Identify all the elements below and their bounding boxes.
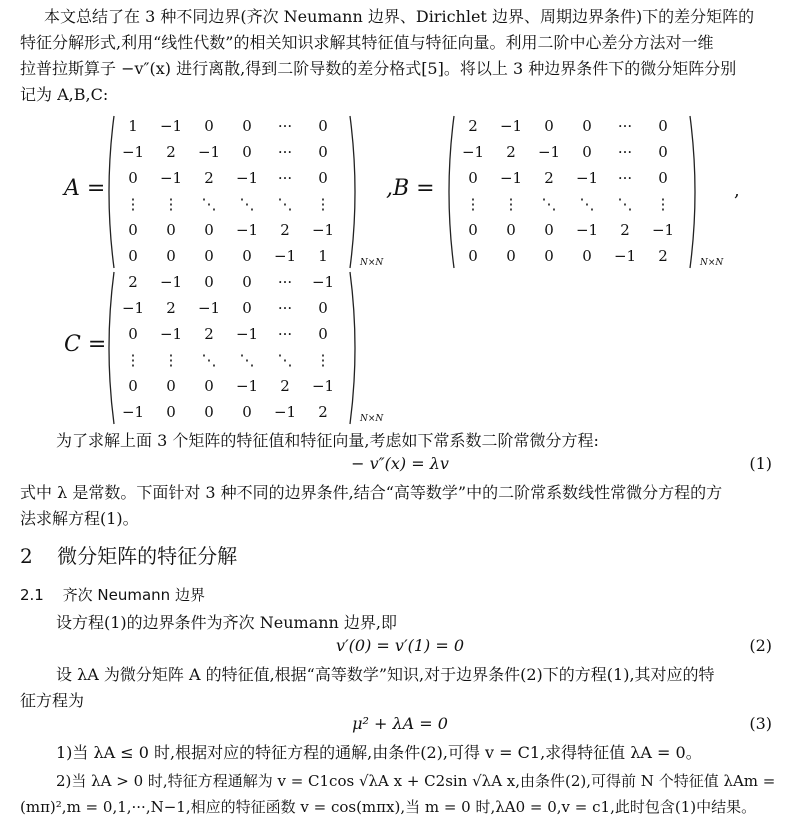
matrix-size-subscript: N×N bbox=[360, 414, 384, 424]
matrix-cell: −1 bbox=[235, 169, 259, 187]
matrix-cell: −1 bbox=[461, 143, 485, 161]
matrix-cell: 0 bbox=[468, 221, 478, 239]
matrices-comma: , bbox=[734, 180, 740, 201]
matrix-cell: −1 bbox=[537, 143, 561, 161]
matrix-cell: 0 bbox=[166, 403, 176, 421]
matrix-cell: 0 bbox=[166, 247, 176, 265]
matrix-cell: 0 bbox=[128, 221, 138, 239]
matrix-cell: −1 bbox=[235, 377, 259, 395]
matrix-cell: ⋮ bbox=[163, 195, 179, 213]
matrix-cell: 0 bbox=[242, 299, 252, 317]
text-solve-intro: 为了求解上面 3 个矩阵的特征值和特征向量,考虑如下常系数二阶常微分方程: bbox=[56, 431, 599, 450]
matrix-b-right-paren bbox=[688, 114, 702, 270]
matrix-cell: ⋮ bbox=[655, 195, 671, 213]
matrix-cell: 0 bbox=[318, 325, 328, 343]
matrix-cell: 0 bbox=[506, 221, 516, 239]
section-title: 微分矩阵的特征分解 bbox=[57, 544, 238, 568]
matrix-cell: ··· bbox=[617, 143, 633, 161]
equation-3-number: (3) bbox=[749, 714, 772, 733]
matrix-cell: 1 bbox=[128, 117, 138, 135]
matrix-cell: ··· bbox=[277, 117, 293, 135]
matrix-cell: ⋱ bbox=[239, 195, 255, 213]
matrix-cell: 2 bbox=[506, 143, 516, 161]
matrix-b bbox=[442, 114, 724, 270]
text-lambda-line-1: 式中 λ 是常数。下面针对 3 种不同的边界条件,结合“高等数学”中的二阶常系数线性常微分方程的方 bbox=[20, 483, 723, 502]
matrix-cell: −1 bbox=[273, 247, 297, 265]
matrix-cell: −1 bbox=[613, 247, 637, 265]
subsection-title: 齐次 Neumann 边界 bbox=[62, 586, 205, 604]
matrix-cell: 0 bbox=[204, 403, 214, 421]
matrix-cell: 0 bbox=[128, 377, 138, 395]
matrix-cell: −1 bbox=[159, 117, 183, 135]
matrix-cell: −1 bbox=[121, 403, 145, 421]
matrix-cell: 0 bbox=[582, 143, 592, 161]
matrix-cell: −1 bbox=[197, 299, 221, 317]
matrix-cell: −1 bbox=[311, 377, 335, 395]
matrix-size-subscript: N×N bbox=[700, 258, 724, 268]
matrix-cell: ··· bbox=[617, 117, 633, 135]
matrix-cell: −1 bbox=[197, 143, 221, 161]
matrix-cell: −1 bbox=[235, 325, 259, 343]
matrix-cell: 2 bbox=[204, 325, 214, 343]
matrix-cell: 0 bbox=[544, 117, 554, 135]
matrix-cell: ··· bbox=[617, 169, 633, 187]
matrix-cell: 0 bbox=[658, 143, 668, 161]
text-boundary-condition: 设方程(1)的边界条件为齐次 Neumann 边界,即 bbox=[56, 613, 398, 632]
matrix-cell: ⋮ bbox=[315, 195, 331, 213]
matrix-cell: ⋱ bbox=[579, 195, 595, 213]
matrix-cell: ⋮ bbox=[315, 351, 331, 369]
intro-line-2: 特征分解形式,利用“线性代数”的相关知识求解其特征值与特征向量。利用二阶中心差分方法对一维 bbox=[20, 33, 714, 52]
matrix-cell: 2 bbox=[128, 273, 138, 291]
matrix-cell: 0 bbox=[544, 247, 554, 265]
matrix-cell: −1 bbox=[273, 403, 297, 421]
matrix-cell: 0 bbox=[204, 273, 214, 291]
matrix-c-label: C = bbox=[64, 332, 107, 357]
equation-2-number: (2) bbox=[749, 636, 772, 655]
matrix-cell: 0 bbox=[204, 247, 214, 265]
matrix-cell: 0 bbox=[128, 169, 138, 187]
matrix-size-subscript: N×N bbox=[360, 258, 384, 268]
matrix-cell: 0 bbox=[204, 377, 214, 395]
matrix-cell: −1 bbox=[499, 117, 523, 135]
text-eigenvalue-line-2: 征方程为 bbox=[20, 691, 85, 710]
matrix-cell: ⋮ bbox=[125, 351, 141, 369]
equation-1-number: (1) bbox=[749, 454, 772, 473]
equation-3: μ² + λA = 0 bbox=[352, 714, 448, 733]
matrix-cell: 0 bbox=[242, 403, 252, 421]
matrix-cell: −1 bbox=[575, 169, 599, 187]
case-2-line-1: 2)当 λA > 0 时,特征方程通解为 v = C1cos √λA x + C2sin √λA x,由条件(2),可得前 N 个特征值 λAm = bbox=[56, 772, 776, 790]
matrix-cell: 2 bbox=[166, 143, 176, 161]
matrix-cell: ··· bbox=[277, 299, 293, 317]
matrix-cell: 0 bbox=[204, 117, 214, 135]
matrix-cell: 2 bbox=[166, 299, 176, 317]
matrix-cell: ··· bbox=[277, 325, 293, 343]
matrix-cell: ⋮ bbox=[503, 195, 519, 213]
intro-line-3: 拉普拉斯算子 −v″(x) 进行离散,得到二阶导数的差分格式[5]。将以上 3 种边界条件下的微分矩阵分别 bbox=[20, 59, 737, 78]
matrix-cell: 0 bbox=[166, 221, 176, 239]
matrix-cell: 0 bbox=[128, 247, 138, 265]
matrix-cell: 0 bbox=[544, 221, 554, 239]
matrix-cell: −1 bbox=[159, 273, 183, 291]
matrix-cell: 2 bbox=[620, 221, 630, 239]
matrix-cell: 2 bbox=[280, 221, 290, 239]
matrix-cell: ··· bbox=[277, 273, 293, 291]
matrix-cell: 0 bbox=[242, 247, 252, 265]
intro-line-1: 本文总结了在 3 种不同边界(齐次 Neumann 边界、Dirichlet 边界、周期边界条件)下的差分矩阵的 bbox=[44, 7, 755, 26]
matrix-cell: 0 bbox=[582, 247, 592, 265]
matrix-cell: 1 bbox=[318, 247, 328, 265]
matrix-cell: −1 bbox=[159, 169, 183, 187]
matrix-cell: 0 bbox=[242, 143, 252, 161]
matrix-c bbox=[102, 270, 384, 426]
matrix-cell: ⋱ bbox=[201, 195, 217, 213]
matrix-cell: 0 bbox=[658, 117, 668, 135]
matrix-cell: 0 bbox=[658, 169, 668, 187]
subsection-number: 2.1 bbox=[20, 586, 44, 604]
text-lambda-line-2: 法求解方程(1)。 bbox=[20, 509, 139, 528]
matrix-cell: 2 bbox=[658, 247, 668, 265]
matrix-b-label: ,B = bbox=[386, 176, 435, 201]
matrix-cell: ⋱ bbox=[617, 195, 633, 213]
matrix-cell: 2 bbox=[204, 169, 214, 187]
matrix-cell: −1 bbox=[235, 221, 259, 239]
matrix-cell: −1 bbox=[121, 299, 145, 317]
matrix-c-left-paren bbox=[102, 270, 116, 426]
matrix-cell: 0 bbox=[318, 169, 328, 187]
matrix-a-left-paren bbox=[102, 114, 116, 270]
matrix-cell: 0 bbox=[506, 247, 516, 265]
matrix-cell: 0 bbox=[468, 247, 478, 265]
matrix-cell: −1 bbox=[311, 273, 335, 291]
matrix-cell: 0 bbox=[468, 169, 478, 187]
matrix-cell: 0 bbox=[318, 117, 328, 135]
matrix-c-right-paren bbox=[348, 270, 362, 426]
matrix-a-label: A = bbox=[64, 176, 106, 201]
section-heading bbox=[20, 540, 237, 569]
subsection-heading bbox=[20, 584, 205, 605]
matrix-a-right-paren bbox=[348, 114, 362, 270]
matrix-cell: −1 bbox=[121, 143, 145, 161]
matrix-cell: 0 bbox=[582, 117, 592, 135]
case-1: 1)当 λA ≤ 0 时,根据对应的特征方程的通解,由条件(2),可得 v = C1,求得特征值 λA = 0。 bbox=[56, 743, 702, 762]
matrix-cell: ⋱ bbox=[201, 351, 217, 369]
matrix-cell: 2 bbox=[280, 377, 290, 395]
matrix-cell: 0 bbox=[204, 221, 214, 239]
matrix-cell: 0 bbox=[242, 117, 252, 135]
matrix-a bbox=[102, 114, 384, 270]
case-2-line-2: (mπ)²,m = 0,1,···,N−1,相应的特征函数 v = cos(mπx),当 m = 0 时,λA0 = 0,v = c1,此时包含(1)中结果。 bbox=[20, 798, 757, 816]
matrix-cell: ⋮ bbox=[163, 351, 179, 369]
matrix-cell: 2 bbox=[468, 117, 478, 135]
matrix-cell: ⋱ bbox=[277, 195, 293, 213]
matrix-cell: 0 bbox=[166, 377, 176, 395]
matrix-cell: −1 bbox=[651, 221, 675, 239]
matrix-cell: 0 bbox=[128, 325, 138, 343]
equation-1: − v″(x) = λv bbox=[351, 454, 449, 473]
text-eigenvalue-line-1: 设 λA 为微分矩阵 A 的特征值,根据“高等数学”知识,对于边界条件(2)下的方程(1),其对应的特 bbox=[56, 665, 715, 684]
matrix-cell: −1 bbox=[159, 325, 183, 343]
matrix-cell: ⋱ bbox=[239, 351, 255, 369]
intro-line-4: 记为 A,B,C: bbox=[20, 85, 109, 104]
matrix-cell: −1 bbox=[311, 221, 335, 239]
matrix-cell: −1 bbox=[499, 169, 523, 187]
matrix-cell: ··· bbox=[277, 143, 293, 161]
matrix-cell: 2 bbox=[544, 169, 554, 187]
matrix-cell: 0 bbox=[318, 143, 328, 161]
matrix-cell: ⋱ bbox=[541, 195, 557, 213]
matrix-b-left-paren bbox=[442, 114, 456, 270]
matrix-cell: 2 bbox=[318, 403, 328, 421]
matrix-cell: −1 bbox=[575, 221, 599, 239]
matrix-cell: ⋮ bbox=[465, 195, 481, 213]
matrix-cell: ··· bbox=[277, 169, 293, 187]
matrix-cell: 0 bbox=[242, 273, 252, 291]
matrix-cell: ⋱ bbox=[277, 351, 293, 369]
matrix-cell: 0 bbox=[318, 299, 328, 317]
section-number: 2 bbox=[20, 544, 33, 568]
matrix-cell: ⋮ bbox=[125, 195, 141, 213]
equation-2: v′(0) = v′(1) = 0 bbox=[335, 636, 464, 655]
